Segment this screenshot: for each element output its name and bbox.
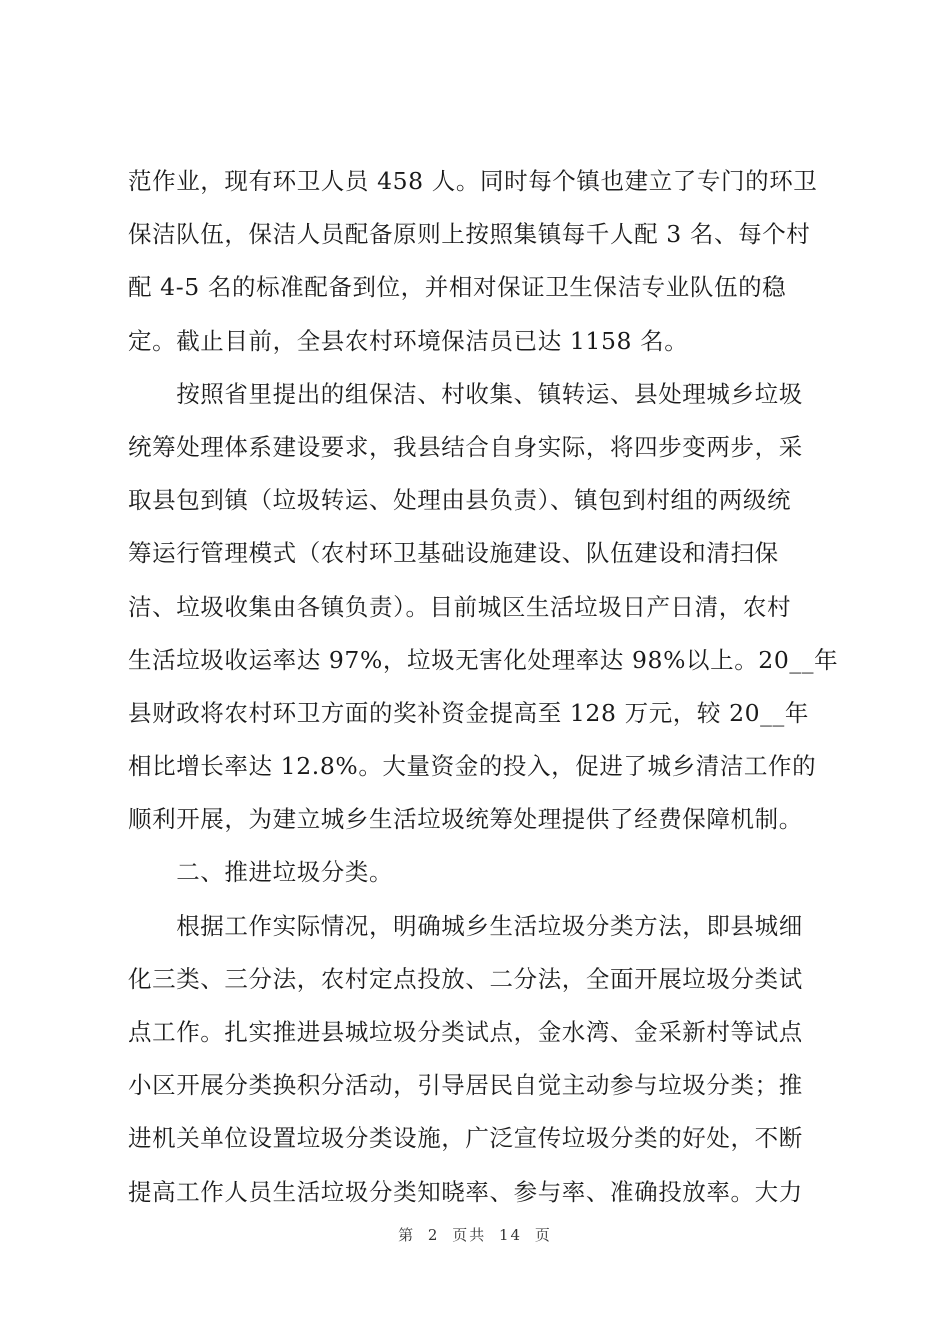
section-heading: 二、推进垃圾分类。 <box>128 858 394 887</box>
text-line: 小区开展分类换积分活动，引导居民自觉主动参与垃圾分类；推 <box>128 1071 803 1100</box>
text-line: 提高工作人员生活垃圾分类知晓率、参与率、准确投放率。大力 <box>128 1177 803 1206</box>
page-footer: 第 2 页共 14 页 <box>398 1226 552 1244</box>
text-line: 洁、垃圾收集由各镇负责）。目前城区生活垃圾日产日清，农村 <box>128 592 792 621</box>
text-line: 统筹处理体系建设要求，我县结合自身实际，将四步变两步，采 <box>128 432 803 461</box>
text-line: 生活垃圾收运率达 97%，垃圾无害化处理率达 98%以上。20__年 <box>128 645 839 674</box>
text-line: 点工作。扎实推进县城垃圾分类试点，金水湾、金采新村等试点 <box>128 1018 803 1046</box>
text-line: 范作业，现有环卫人员 458 人。同时每个镇也建立了专门的环卫 <box>128 167 818 195</box>
text-line: 定。截止目前，全县农村环境保洁员已达 1158 名。 <box>128 326 689 355</box>
body-text <box>128 155 844 1219</box>
text-line: 根据工作实际情况，明确城乡生活垃圾分类方法，即县城细 <box>128 911 803 940</box>
text-line: 保洁队伍，保洁人员配备原则上按照集镇每千人配 3 名、每个村 <box>128 220 811 249</box>
text-line: 相比增长率达 12.8%。大量资金的投入，促进了城乡清洁工作的 <box>128 752 817 781</box>
text-line: 按照省里提出的组保洁、村收集、镇转运、县处理城乡垃圾 <box>128 379 803 408</box>
text-line: 配 4-5 名的标准配备到位，并相对保证卫生保洁专业队伍的稳 <box>128 273 787 302</box>
text-line: 化三类、三分法，农村定点投放、二分法，全面开展垃圾分类试 <box>128 964 803 993</box>
text-line: 县财政将农村环卫方面的奖补资金提高至 128 万元，较 20__年 <box>128 698 809 727</box>
text-line: 筹运行管理模式（农村环卫基础设施建设、队伍建设和清扫保 <box>128 539 779 568</box>
text-line: 取县包到镇（垃圾转运、处理由县负责）、镇包到村组的两级统 <box>128 486 792 515</box>
text-line: 顺利开展，为建立城乡生活垃圾统筹处理提供了经费保障机制。 <box>128 805 803 834</box>
text-line: 进机关单位设置垃圾分类设施，广泛宣传垃圾分类的好处，不断 <box>128 1124 803 1153</box>
